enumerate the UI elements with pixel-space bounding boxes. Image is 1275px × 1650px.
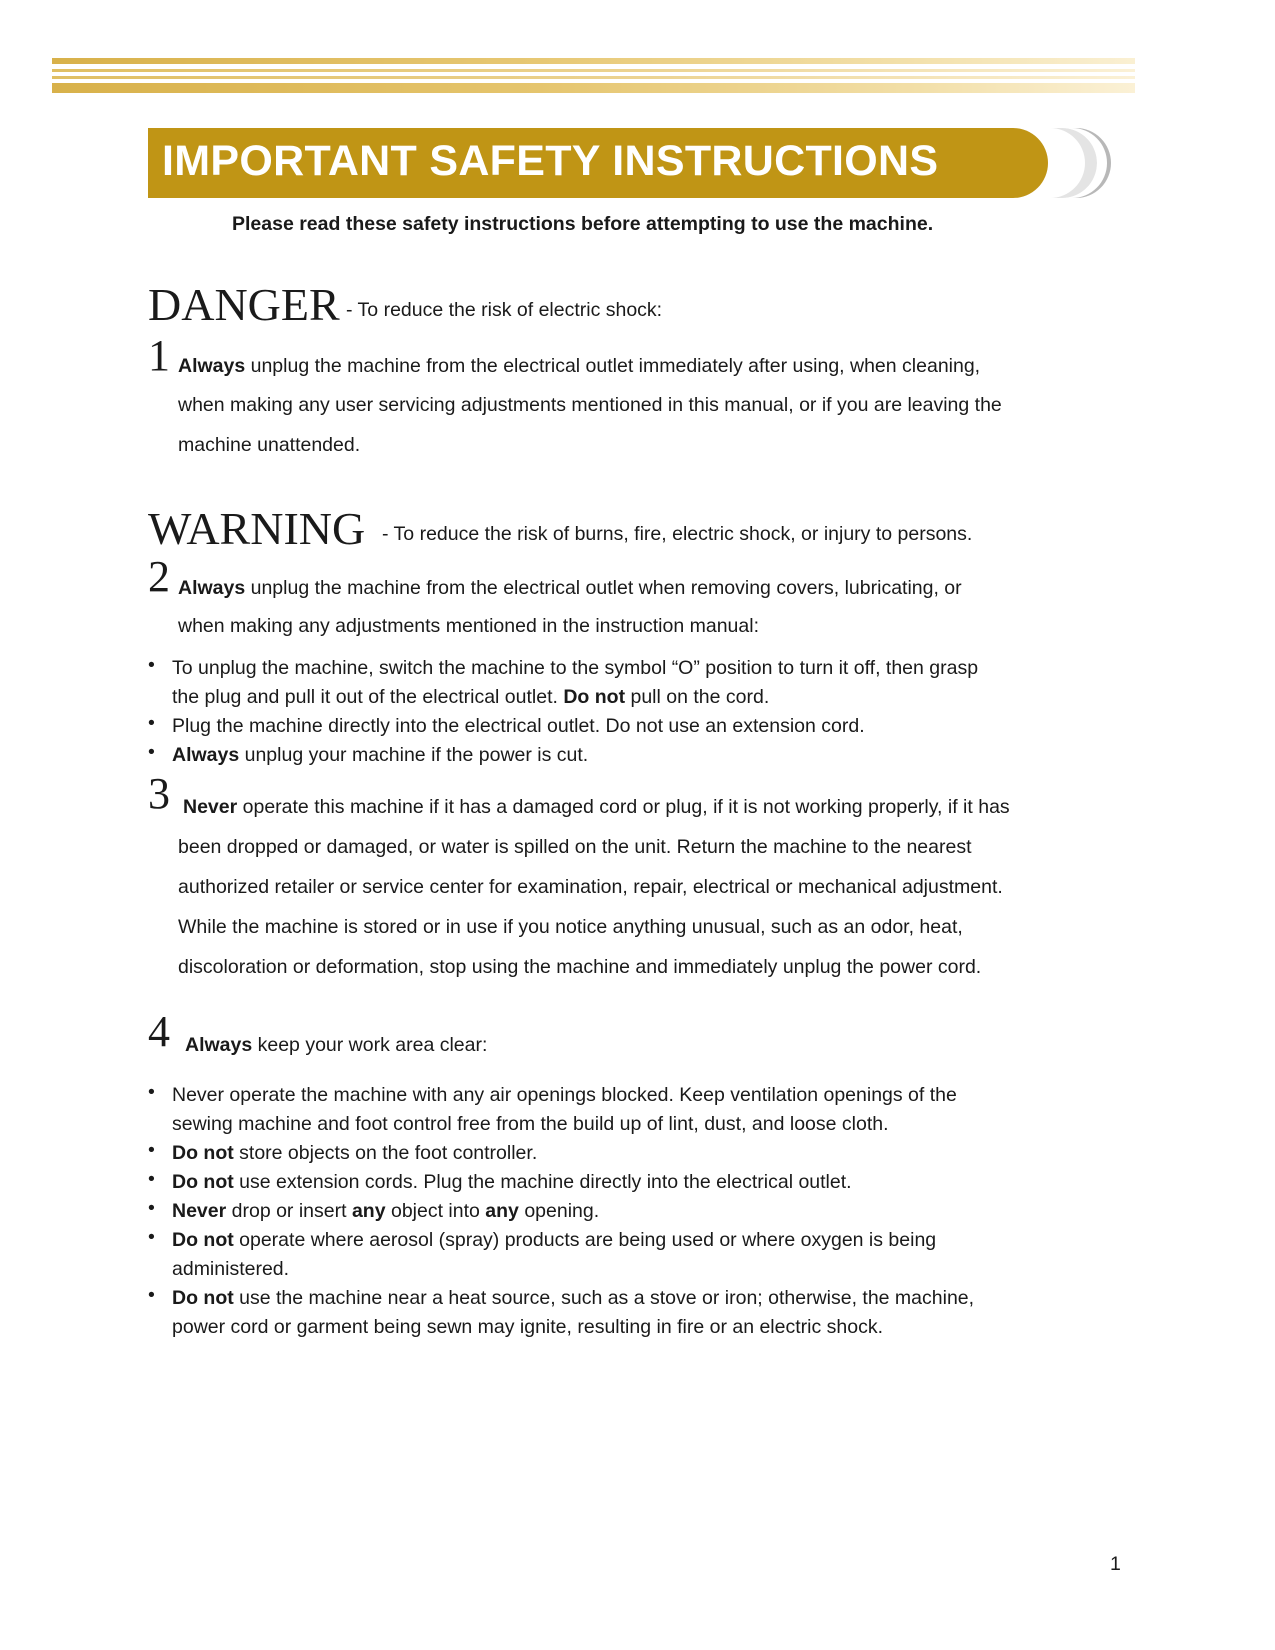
item2-bullet2: Plug the machine directly into the electrical outlet. Do not use an extension cord. — [172, 715, 865, 737]
item4-bullet5-line1: Do not operate where aerosol (spray) products are being used or where oxygen is being — [172, 1229, 937, 1251]
item3-line1: Never operate this machine if it has a damaged cord or plug, if it is not working properly, if it has — [183, 796, 1010, 818]
header-band — [52, 58, 1135, 93]
bullet-icon: • — [148, 1197, 155, 1219]
item2-bullet3: Always unplug your machine if the power is cut. — [172, 744, 589, 766]
bullet-icon: • — [148, 712, 155, 734]
item4-bullet1-line1: Never operate the machine with any air openings blocked. Keep ventilation openings of the — [172, 1084, 957, 1106]
bullet-icon: • — [148, 1081, 155, 1103]
page-title: IMPORTANT SAFETY INSTRUCTIONS — [162, 137, 939, 185]
item4-bullet5-line2: administered. — [172, 1258, 290, 1280]
item1-line3: machine unattended. — [178, 434, 361, 456]
item3-line3: authorized retailer or service center for examination, repair, electrical or mechanical adjustment. — [178, 876, 1003, 898]
item-number-2: 2 — [148, 552, 170, 601]
item4-bullet1-line2: sewing machine and foot control free from the build up of lint, dust, and loose cloth. — [172, 1113, 889, 1135]
title-bar — [148, 128, 1048, 198]
item2-bullet1-line1: To unplug the machine, switch the machine to the symbol “O” position to turn it off, then grasp — [172, 657, 979, 679]
item1-line1: Always unplug the machine from the electrical outlet immediately after using, when cleaning, — [178, 355, 981, 377]
item2-line2: when making any adjustments mentioned in the instruction manual: — [178, 615, 759, 637]
bullet-icon: • — [148, 1284, 155, 1306]
item1-line2: when making any user servicing adjustments mentioned in this manual, or if you are leaving the — [178, 394, 1002, 416]
item2-line1: Always unplug the machine from the electrical outlet when removing covers, lubricating, or — [178, 577, 962, 599]
bullet-icon: • — [148, 1226, 155, 1248]
bullet-icon: • — [148, 1139, 155, 1161]
item3-line5: discoloration or deformation, stop using the machine and immediately unplug the power cord. — [178, 956, 982, 978]
item2-bullet1-line2: the plug and pull it out of the electrical outlet. Do not pull on the cord. — [172, 686, 770, 708]
subtitle: Please read these safety instructions before attempting to use the machine. — [232, 213, 934, 235]
bullet-icon: • — [148, 654, 155, 676]
page-number: 1 — [1110, 1553, 1121, 1575]
item3-line4: While the machine is stored or in use if you notice anything unusual, such as an odor, heat, — [178, 916, 963, 938]
item4-bullet2: Do not store objects on the foot controller. — [172, 1142, 538, 1164]
danger-heading: DANGER — [148, 279, 340, 330]
item4-bullet3: Do not use extension cords. Plug the machine directly into the electrical outlet. — [172, 1171, 852, 1193]
item-number-3: 3 — [148, 769, 170, 818]
bullet-icon: • — [148, 1168, 155, 1190]
item3-line2: been dropped or damaged, or water is spilled on the unit. Return the machine to the nearest — [178, 836, 972, 858]
item4-bullet4: Never drop or insert any object into any opening. — [172, 1200, 600, 1222]
bullet-icon: • — [148, 741, 155, 763]
item4-bullet6-line2: power cord or garment being sewn may ignite, resulting in fire or an electric shock. — [172, 1316, 883, 1338]
item-number-4: 4 — [148, 1007, 170, 1056]
item4-bullet6-line1: Do not use the machine near a heat source, such as a stove or iron; otherwise, the machine, — [172, 1287, 975, 1309]
warning-intro: - To reduce the risk of burns, fire, electric shock, or injury to persons. — [382, 523, 973, 545]
item-number-1: 1 — [148, 331, 170, 380]
double-arc-decoration-icon — [1040, 128, 1112, 198]
item4-line1: Always keep your work area clear: — [185, 1034, 488, 1056]
warning-heading: WARNING — [148, 503, 366, 554]
danger-intro: - To reduce the risk of electric shock: — [346, 299, 663, 321]
